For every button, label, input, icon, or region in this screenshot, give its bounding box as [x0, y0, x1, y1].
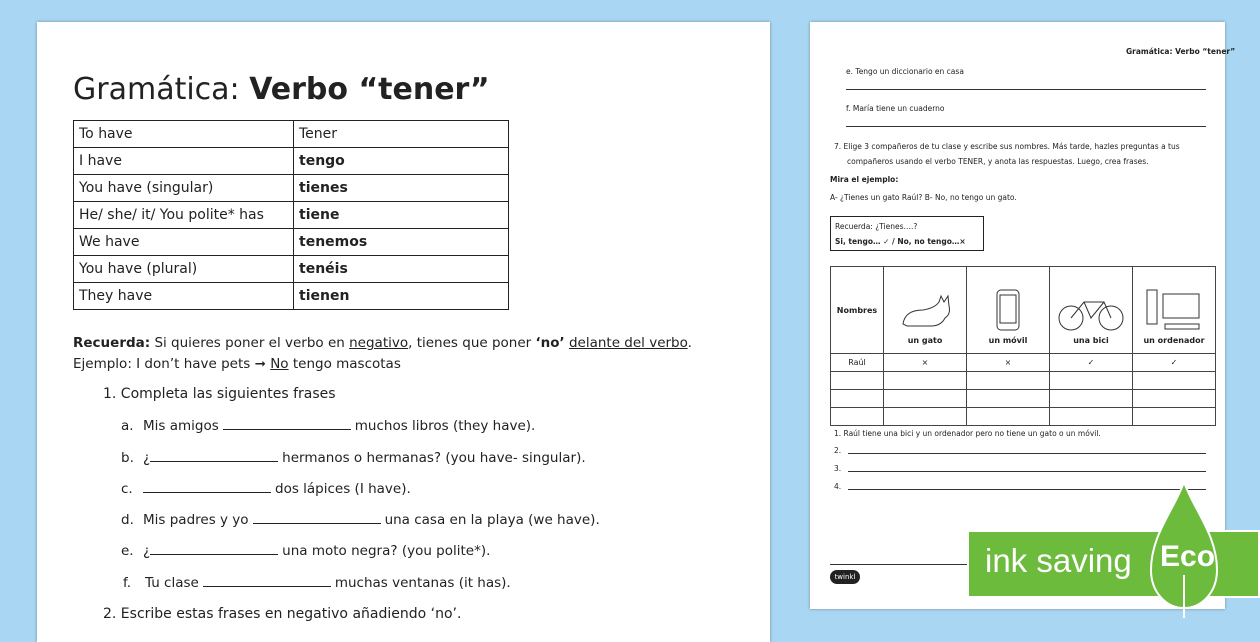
sentence-3: 3.	[834, 464, 842, 473]
page-header: Gramática: Verbo “tener”	[1126, 47, 1236, 56]
table-row: To have Tener	[74, 121, 509, 148]
table-row: Nombres un gato un móvil una bici un ordenador	[831, 267, 1216, 354]
list-item: f. Tu clase muchas ventanas (it has).	[123, 575, 511, 591]
cat-icon	[895, 292, 955, 332]
question-7: 7. Elige 3 compañeros de tu clase y escribe sus nombres. Más tarde, hazles preguntas a tus	[834, 142, 1180, 151]
table-row: We have tenemos	[74, 229, 509, 256]
table-row: He/ she/ it/ You polite* has tiene	[74, 202, 509, 229]
ink-saving-label: ink saving	[985, 542, 1132, 579]
answer-blank[interactable]	[253, 512, 381, 524]
answer-blank[interactable]	[150, 543, 278, 555]
answer-blank[interactable]	[203, 575, 331, 587]
survey-table	[830, 266, 1216, 426]
computer-icon	[1143, 288, 1205, 332]
exercise-2-title: 2. Escribe estas frases en negativo añadiendo ‘no’.	[103, 606, 462, 622]
example-heading: Mira el ejemplo:	[830, 175, 899, 184]
recuerda-box: Recuerda: ¿Tienes….? Si, tengo… ✓ / No, no tengo…×	[830, 216, 984, 251]
table-row: Raúl × × ✓ ✓	[831, 354, 1216, 372]
table-row	[831, 390, 1216, 408]
worksheet-page-1	[37, 22, 770, 642]
page-title: Gramática: Verbo “tener”	[73, 72, 490, 107]
eco-label: Eco	[1160, 540, 1216, 573]
answer-line[interactable]	[846, 126, 1206, 127]
answer-blank[interactable]	[223, 418, 351, 430]
table-row	[831, 372, 1216, 390]
answer-line[interactable]	[846, 89, 1206, 90]
question-7-cont: compañeros usando el verbo TENER, y anota las respuestas. Luego, crea frases.	[847, 157, 1149, 166]
table-row	[831, 408, 1216, 426]
list-item: c. dos lápices (I have).	[121, 481, 411, 497]
exercise-1-title: 1. Completa las siguientes frases	[103, 386, 336, 402]
twinkl-logo: twinkl	[830, 570, 860, 584]
list-item: e. ¿ una moto negra? (you polite*).	[121, 543, 491, 559]
table-row: You have (plural) tenéis	[74, 256, 509, 283]
verb-table	[73, 120, 509, 310]
table-row: I have tengo	[74, 148, 509, 175]
recuerda-note: Recuerda: Si quieres poner el verbo en negativo, tienes que poner ‘no’ delante del verbo. Ejemplo: I don’t have pets ➞ No tengo mascotas	[73, 335, 692, 372]
list-item: a. Mis amigos muchos libros (they have).	[121, 418, 536, 434]
answer-blank[interactable]	[150, 450, 278, 462]
example-dialogue: A- ¿Tienes un gato Raúl? B- No, no tengo un gato.	[830, 193, 1017, 202]
answer-blank[interactable]	[143, 481, 271, 493]
phone-icon	[993, 288, 1023, 332]
footer-divider	[830, 564, 980, 565]
bicycle-icon	[1056, 292, 1126, 332]
list-item: e. Tengo un diccionario en casa	[846, 67, 964, 76]
table-row: You have (singular) tienes	[74, 175, 509, 202]
sentence-2: 2.	[834, 446, 842, 455]
sentence-1: 1. Raúl tiene una bici y un ordenador pero no tiene un gato o un móvil.	[834, 429, 1101, 438]
answer-line[interactable]	[848, 453, 1206, 454]
list-item: d. Mis padres y yo una casa en la playa (we have).	[121, 512, 600, 528]
list-item: f. María tiene un cuaderno	[846, 104, 945, 113]
answer-line[interactable]	[848, 471, 1206, 472]
table-row: They have tienen	[74, 283, 509, 310]
list-item: b. ¿ hermanos o hermanas? (you have- singular).	[121, 450, 586, 466]
sentence-4: 4.	[834, 482, 842, 491]
